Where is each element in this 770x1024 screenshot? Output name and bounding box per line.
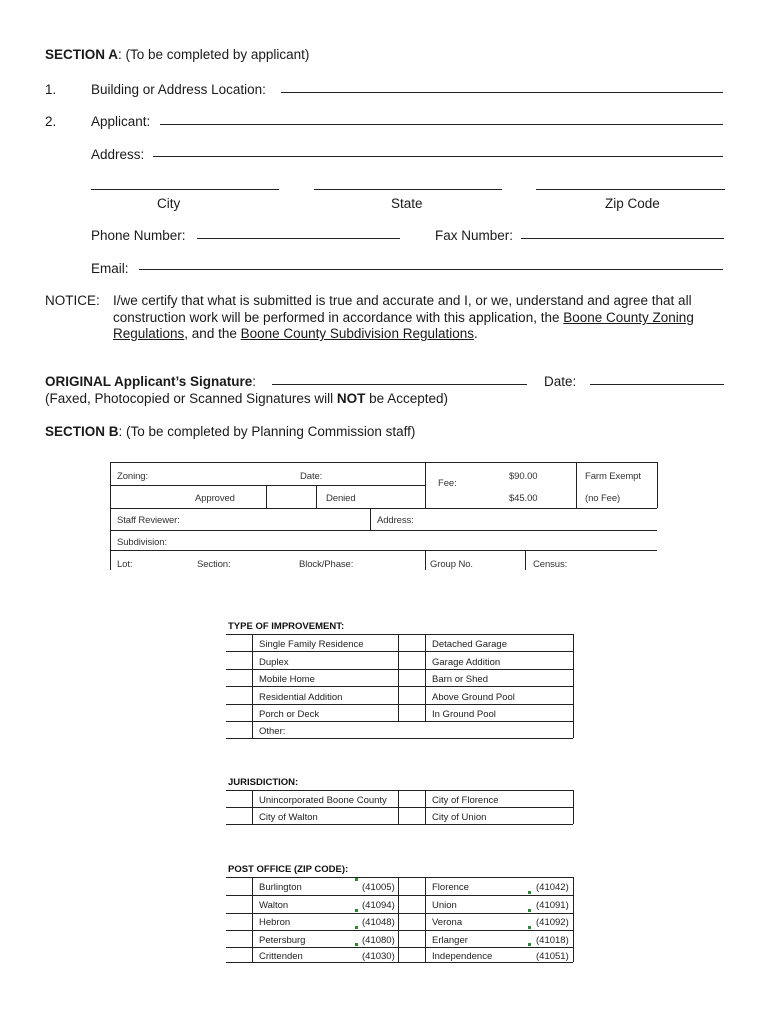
jurisdiction-option[interactable]: City of Union (432, 812, 487, 823)
comment-marker-icon (355, 909, 358, 912)
staff-date-label: Date: (300, 471, 323, 482)
block-phase-label: Block/Phase: (299, 559, 354, 570)
improvement-option[interactable]: Single Family Residence (259, 639, 364, 650)
farm-exempt-label: Farm Exempt (585, 471, 641, 482)
phone-label: Phone Number: (91, 228, 186, 243)
subdivision-row-bottom-border (110, 550, 657, 551)
jurisdiction-heading: JURISDICTION: (228, 777, 299, 788)
post-office-bottom-border (226, 962, 573, 963)
denied-label: Denied (326, 493, 356, 504)
signature-label (45, 374, 256, 389)
post-office-zip: (41030) (362, 951, 395, 962)
post-office-name[interactable]: Verona (432, 917, 463, 928)
section-b-title: SECTION B (45, 424, 119, 439)
section-a-subtitle: : (To be completed by applicant) (118, 47, 310, 62)
census-label: Census: (533, 559, 568, 570)
email-label: Email: (91, 261, 129, 276)
signature-field[interactable] (272, 384, 527, 385)
notice-line-2-text: construction work will be performed in accordance with this application, the (113, 310, 564, 325)
group-divider (425, 550, 426, 570)
post-office-zip: (41018) (536, 935, 569, 946)
improvement-option-other[interactable]: Other: (259, 726, 286, 737)
post-office-checkbox-col-right (425, 877, 426, 962)
post-office-name[interactable]: Erlanger (432, 935, 468, 946)
address-label: Address: (91, 147, 145, 162)
state-label: State (391, 196, 423, 211)
applicant-label: Applicant: (91, 114, 151, 129)
approved-divider (266, 485, 267, 508)
address-field[interactable] (153, 156, 723, 157)
building-address-field[interactable] (281, 92, 723, 93)
post-office-name[interactable]: Crittenden (259, 951, 303, 962)
signature-date-label: Date: (544, 374, 577, 389)
improvement-option[interactable]: Mobile Home (259, 674, 315, 685)
notice-line-1: I/we certify that what is submitted is true and accurate and I, or we, understand and agree that all (113, 293, 692, 308)
post-office-name[interactable]: Petersburg (259, 935, 306, 946)
fee-45: $45.00 (509, 493, 538, 504)
post-office-name[interactable]: Walton (259, 900, 289, 911)
signature-colon: : (252, 374, 257, 389)
staff-box-left-border (110, 462, 111, 570)
jurisdiction-option[interactable]: City of Walton (259, 812, 318, 823)
zoning-row-divider (110, 485, 425, 486)
improvement-row-line (226, 686, 573, 687)
post-office-checkbox-col (252, 877, 253, 962)
improvement-option[interactable]: Porch or Deck (259, 709, 320, 720)
improvement-option[interactable]: Above Ground Pool (432, 692, 515, 703)
improvement-row-line (226, 721, 573, 722)
improvement-row-line (226, 669, 573, 670)
post-office-heading: POST OFFICE (ZIP CODE): (228, 864, 349, 875)
post-office-name[interactable]: Hebron (259, 917, 291, 928)
lot-label: Lot: (117, 559, 133, 570)
fax-field[interactable] (521, 238, 724, 239)
subdivision-regulations-link[interactable]: Boone County Subdivision Regulations (240, 326, 474, 341)
comment-marker-icon (528, 909, 531, 912)
item2-number: 2. (45, 114, 57, 129)
post-office-name[interactable]: Florence (432, 882, 469, 893)
fax-label: Fax Number: (435, 228, 514, 243)
staff-address-divider (370, 508, 371, 530)
improvement-mid-col (398, 634, 399, 721)
section-b-heading (45, 424, 415, 439)
post-office-zip: (41005) (362, 882, 395, 893)
notice-line-3-text: , and the (184, 326, 241, 341)
comment-marker-icon (528, 943, 531, 946)
post-office-row-line (226, 895, 573, 896)
signature-date-field[interactable] (590, 384, 724, 385)
post-office-zip: (41092) (536, 917, 569, 928)
no-fee-label: (no Fee) (585, 493, 621, 504)
post-office-zip: (41051) (536, 951, 569, 962)
staff-box-right-border (657, 462, 658, 508)
jurisdiction-checkbox-col-right (425, 790, 426, 824)
zoning-label: Zoning: (117, 471, 148, 482)
section-label: Section: (197, 559, 231, 570)
zip-code-label: Zip Code (605, 196, 660, 211)
improvement-heading: TYPE OF IMPROVEMENT: (228, 621, 345, 632)
post-office-mid-col (398, 877, 399, 962)
post-office-name[interactable]: Union (432, 900, 457, 911)
building-address-label: Building or Address Location: (91, 82, 266, 97)
improvement-option[interactable]: Barn or Shed (432, 674, 488, 685)
staff-box-top-border (110, 462, 657, 463)
jurisdiction-option[interactable]: Unincorporated Boone County (259, 795, 387, 806)
signature-note-b: be Accepted) (365, 391, 448, 406)
section-a-title: SECTION A (45, 47, 119, 62)
post-office-name[interactable]: Independence (432, 951, 493, 962)
staff-row-bottom-border (110, 530, 657, 531)
improvement-bottom-border (226, 738, 573, 739)
improvement-row-line (226, 651, 573, 652)
jurisdiction-bottom-border (226, 824, 573, 825)
improvement-option[interactable]: Residential Addition (259, 692, 343, 703)
fee-90: $90.00 (509, 471, 538, 482)
post-office-zip: (41080) (362, 935, 395, 946)
improvement-row-line (226, 704, 573, 705)
post-office-row-line (226, 930, 573, 931)
signature-note (45, 391, 448, 406)
improvement-option[interactable]: In Ground Pool (432, 709, 496, 720)
notice-label: NOTICE: (45, 293, 100, 308)
post-office-name[interactable]: Burlington (259, 882, 302, 893)
section-a-heading (45, 47, 309, 62)
signature-note-a: (Faxed, Photocopied or Scanned Signatures will (45, 391, 337, 406)
denied-divider (316, 485, 317, 508)
census-divider (525, 550, 526, 570)
notice-line-3-end: . (474, 326, 478, 341)
improvement-right-border (573, 634, 574, 738)
staff-reviewer-label: Staff Reviewer: (117, 515, 180, 526)
signature-note-bold: NOT (336, 391, 366, 406)
phone-field[interactable] (197, 238, 400, 239)
approved-label: Approved (195, 493, 235, 504)
email-field[interactable] (139, 269, 723, 270)
jurisdiction-option[interactable]: City of Florence (432, 795, 499, 806)
post-office-row-line (226, 947, 573, 948)
post-office-right-border (573, 877, 574, 962)
city-field[interactable] (91, 189, 279, 190)
group-number-label: Group No. (430, 559, 473, 570)
section-b-subtitle: : (To be completed by Planning Commission staff) (118, 424, 416, 439)
improvement-option[interactable]: Duplex (259, 657, 289, 668)
zip-code-field[interactable] (536, 189, 725, 190)
post-office-zip: (41091) (536, 900, 569, 911)
jurisdiction-top-border (226, 790, 573, 791)
zoning-regulations-link-cont[interactable]: Regulations (113, 326, 185, 341)
comment-marker-icon (528, 891, 531, 894)
post-office-top-border (226, 877, 573, 878)
fee-divider-left (425, 462, 426, 508)
improvement-top-border (226, 634, 573, 635)
notice-line-3 (113, 326, 478, 341)
improvement-option[interactable]: Detached Garage (432, 639, 507, 650)
jurisdiction-right-border (573, 790, 574, 824)
comment-marker-icon (355, 943, 358, 946)
state-field[interactable] (314, 189, 502, 190)
jurisdiction-checkbox-col (252, 790, 253, 824)
comment-marker-icon (355, 926, 358, 929)
post-office-zip: (41048) (362, 917, 395, 928)
jurisdiction-row-line (226, 807, 573, 808)
post-office-row-line (226, 913, 573, 914)
subdivision-label: Subdivision: (117, 537, 168, 548)
fee-divider-right (576, 462, 577, 508)
notice-line-2 (113, 310, 694, 325)
jurisdiction-mid-col (398, 790, 399, 824)
comment-marker-icon (355, 878, 358, 881)
improvement-checkbox-col-right (425, 634, 426, 721)
signature-label-text: ORIGINAL Applicant’s Signature (45, 374, 253, 389)
item1-number: 1. (45, 82, 57, 97)
improvement-checkbox-col (252, 634, 253, 738)
fee-label: Fee: (438, 478, 457, 489)
post-office-zip: (41094) (362, 900, 395, 911)
improvement-option[interactable]: Garage Addition (432, 657, 501, 668)
post-office-zip: (41042) (536, 882, 569, 893)
comment-marker-icon (528, 926, 531, 929)
zoning-regulations-link[interactable]: Boone County Zoning (563, 310, 694, 325)
staff-address-label: Address: (377, 515, 414, 526)
applicant-field[interactable] (160, 124, 723, 125)
fee-row-bottom-border (110, 508, 657, 509)
city-label: City (157, 196, 181, 211)
